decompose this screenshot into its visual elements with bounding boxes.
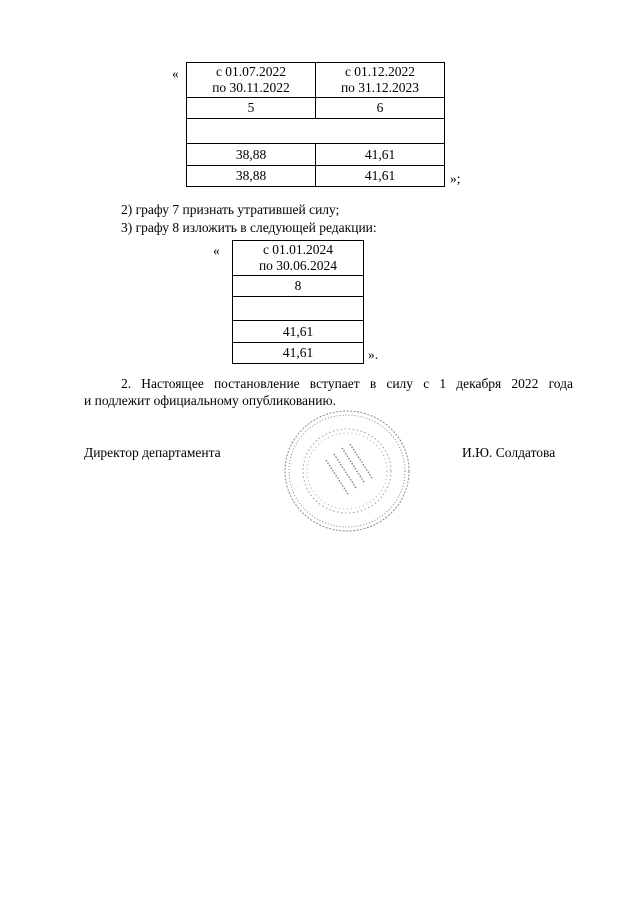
item-2-text: 2) графу 7 признать утратившей силу; bbox=[121, 202, 340, 217]
table2-cell: 41,61 bbox=[233, 321, 364, 343]
table1-col2-number: 6 bbox=[316, 98, 445, 119]
table2-header: с 01.01.2024 по 30.06.2024 bbox=[233, 241, 364, 276]
table1-cell: 41,61 bbox=[316, 144, 445, 166]
item-3-text: 3) графу 8 изложить в следующей редакции: bbox=[121, 220, 377, 235]
paragraph-2-line2: и подлежит официальному опубликованию. bbox=[84, 393, 336, 408]
official-seal-icon bbox=[282, 408, 412, 534]
table1-header-col2: с 01.12.2022 по 31.12.2023 bbox=[316, 63, 445, 98]
table2-close-quote: ». bbox=[368, 347, 379, 362]
signatory-name: И.Ю. Солдатова bbox=[462, 445, 556, 460]
table1-header-col1: с 01.07.2022 по 30.11.2022 bbox=[187, 63, 316, 98]
table1-close-quote: »; bbox=[450, 171, 461, 186]
table2-cell: 41,61 bbox=[233, 343, 364, 364]
table2-empty-row bbox=[233, 297, 364, 321]
table1-cell: 41,61 bbox=[316, 166, 445, 187]
table1-col1-number: 5 bbox=[187, 98, 316, 119]
table1-cell: 38,88 bbox=[187, 166, 316, 187]
paragraph-2-line1: 2. Настоящее постановление вступает в силу с 1 декабря 2022 года bbox=[121, 376, 573, 391]
table2-open-quote: « bbox=[213, 243, 220, 258]
tariff-table-1 bbox=[186, 62, 445, 187]
table1-cell: 38,88 bbox=[187, 144, 316, 166]
tariff-table-2 bbox=[232, 240, 364, 364]
table1-open-quote: « bbox=[172, 66, 179, 81]
table1-empty-row bbox=[187, 119, 445, 144]
signatory-position: Директор департамента bbox=[84, 445, 221, 460]
table2-number: 8 bbox=[233, 276, 364, 297]
